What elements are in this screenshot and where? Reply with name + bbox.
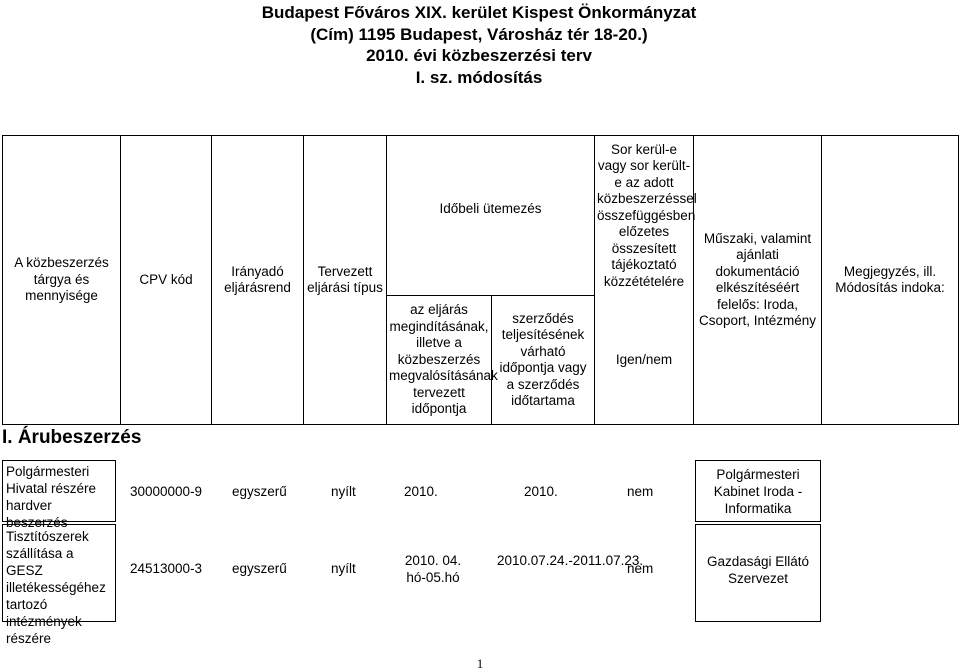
- row1-felelos: Polgármesteri Kabinet Iroda - Informatika: [695, 460, 821, 522]
- header-idobeli: Időbeli ütemezés: [387, 136, 595, 296]
- document-header: [0, 2, 960, 88]
- row2-tipus: nyílt: [331, 561, 356, 576]
- header-targy: A közbeszerzés tárgya és mennyisége: [3, 136, 121, 425]
- row1-tipus: nyílt: [331, 484, 356, 499]
- row2-inditas: 2010. 04. hó-05.hó: [404, 553, 462, 585]
- row1-iranyado: egyszerű: [232, 484, 287, 499]
- row2-targy: Tisztítószerek szállítása a GESZ illetékességéhez tartozó intézmények részére: [2, 524, 116, 622]
- header-megjegyzes: Megjegyzés, ill. Módosítás indoka:: [822, 136, 959, 425]
- header-teljesites: szerződés teljesítésének várható időpontja vagy a szerződés időtartama: [492, 296, 595, 425]
- header-line-4: I. sz. módosítás: [415, 67, 543, 87]
- header-line-2: (Cím) 1195 Budapest, Városház tér 18-20.): [310, 24, 648, 44]
- header-igen-nem: Igen/nem: [595, 296, 694, 425]
- row2-elozetes: nem: [627, 561, 654, 576]
- row1-teljesites: 2010.: [524, 484, 558, 499]
- page-number: 1: [476, 656, 484, 671]
- row1-inditas: 2010.: [404, 484, 438, 499]
- row2-cpv: 24513000-3: [130, 561, 203, 576]
- row2-teljesites: 2010.07.24.-2011.07.23.: [497, 553, 644, 568]
- header-inditas: az eljárás megindításának, illetve a közbeszerzés megvalósításának tervezett időpontja: [387, 296, 492, 425]
- row1-cpv: 30000000-9: [130, 484, 203, 499]
- header-iranyado: Irányadó eljárásrend: [212, 136, 304, 425]
- row2-iranyado: egyszerű: [232, 561, 287, 576]
- header-cpv: CPV kód: [121, 136, 212, 425]
- header-line-1: Budapest Főváros XIX. kerület Kispest Önkormányzat: [261, 3, 697, 22]
- section-title: I. Árubeszerzés: [2, 427, 142, 448]
- header-line-3: 2010. évi közbeszerzési terv: [366, 46, 592, 65]
- row2-felelos: Gazdasági Ellátó Szervezet: [695, 524, 821, 622]
- row1-targy: Polgármesteri Hivatal részére hardver beszerzés: [2, 460, 116, 522]
- row1-elozetes: nem: [627, 484, 654, 499]
- header-tervezett: Tervezett eljárási típus: [304, 136, 387, 425]
- header-sor-kerul: Sor kerül-e vagy sor került-e az adott közbeszerzéssel összefüggésben előzetes összesített tájékoztató közzétételére: [595, 136, 694, 296]
- column-header-table: [2, 135, 959, 425]
- header-muszaki: Műszaki, valamint ajánlati dokumentáció elkészítéséért felelős: Iroda, Csoport, Intézmény: [694, 136, 822, 425]
